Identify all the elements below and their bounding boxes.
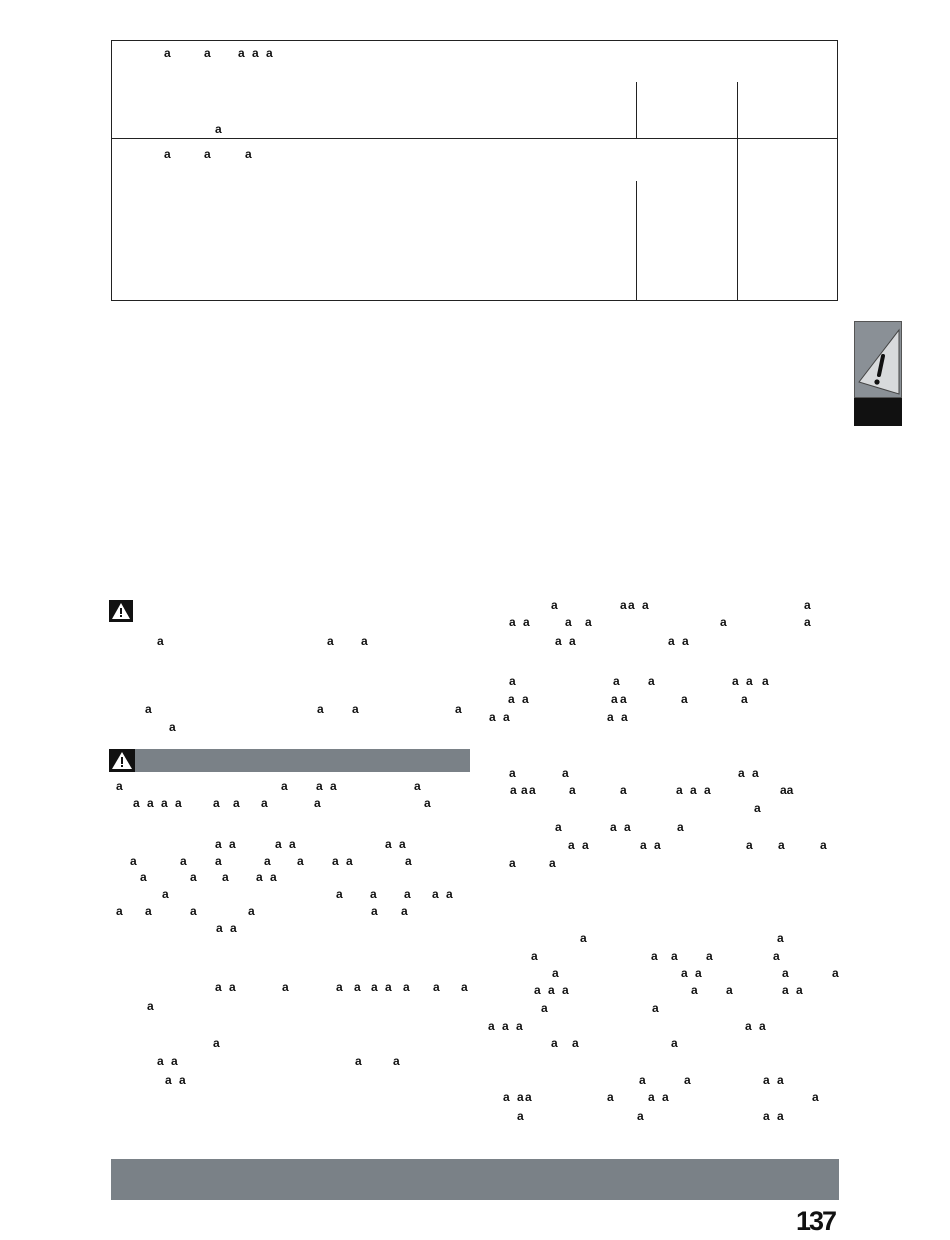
table-text: a <box>215 122 222 136</box>
body-text: a <box>610 820 617 834</box>
body-text: a <box>393 1054 400 1068</box>
body-text: a <box>371 980 378 994</box>
body-text: a <box>327 634 334 648</box>
table-divider <box>636 181 637 300</box>
footer-band <box>111 1159 839 1200</box>
body-text: a <box>116 779 123 793</box>
body-text: a <box>777 1073 784 1087</box>
table-divider <box>737 82 738 138</box>
body-text: a <box>639 1073 646 1087</box>
body-text: a <box>555 634 562 648</box>
body-text: a <box>489 710 496 724</box>
body-text: a <box>624 820 631 834</box>
body-text: a <box>165 1073 172 1087</box>
body-text: a <box>371 904 378 918</box>
body-text: a <box>551 598 558 612</box>
table-divider <box>737 138 738 300</box>
side-tab <box>854 321 902 426</box>
body-text: a <box>509 766 516 780</box>
body-text: a <box>346 854 353 868</box>
table-text: a <box>164 46 171 60</box>
body-text: a <box>169 720 176 734</box>
body-text: aa <box>780 783 794 797</box>
body-text: a <box>179 1073 186 1087</box>
body-text: a <box>820 838 827 852</box>
body-text: a <box>620 783 627 797</box>
body-text: a <box>671 949 678 963</box>
body-text: a <box>523 615 530 629</box>
table-text: a <box>245 147 252 161</box>
body-text: a <box>133 796 140 810</box>
body-text: a <box>157 1054 164 1068</box>
body-text: a <box>562 983 569 997</box>
body-text: a <box>525 1090 532 1104</box>
body-text: a <box>522 692 529 706</box>
body-text: a <box>256 870 263 884</box>
body-text: a <box>352 702 359 716</box>
body-text: a <box>738 766 745 780</box>
body-text: a <box>215 854 222 868</box>
body-text: a <box>541 1001 548 1015</box>
body-text: a <box>455 702 462 716</box>
exclamation-tab-icon <box>855 322 903 399</box>
body-text: a <box>213 796 220 810</box>
body-text: a <box>229 837 236 851</box>
body-text: a <box>611 692 618 706</box>
body-text: a <box>637 1109 644 1123</box>
table-text: a <box>266 46 273 60</box>
body-text: a <box>314 796 321 810</box>
body-text: a <box>261 796 268 810</box>
body-text: a <box>569 783 576 797</box>
body-text: a <box>552 966 559 980</box>
body-text: a <box>754 801 761 815</box>
body-text: a <box>695 966 702 980</box>
body-text: a <box>796 983 803 997</box>
body-text: a <box>648 674 655 688</box>
body-text: a <box>332 854 339 868</box>
body-text: a <box>549 856 556 870</box>
body-text: a <box>145 702 152 716</box>
body-text: a <box>562 766 569 780</box>
body-text: a <box>190 870 197 884</box>
body-text: a <box>681 966 688 980</box>
body-text: a <box>582 838 589 852</box>
body-text: a <box>534 983 541 997</box>
body-text: a <box>336 887 343 901</box>
table-divider <box>112 138 837 139</box>
body-text: a <box>503 1090 510 1104</box>
body-text: a <box>777 931 784 945</box>
body-text: a <box>613 674 620 688</box>
body-text: a <box>726 983 733 997</box>
body-text: a <box>762 674 769 688</box>
body-text: a <box>503 710 510 724</box>
body-text: a <box>147 999 154 1013</box>
body-text: a <box>282 980 289 994</box>
body-text: a <box>180 854 187 868</box>
body-text: a <box>569 634 576 648</box>
body-text: a <box>175 796 182 810</box>
body-text: a <box>782 966 789 980</box>
table-text: a <box>204 46 211 60</box>
body-text: a <box>517 1090 524 1104</box>
body-text: a <box>213 1036 220 1050</box>
body-text: a <box>531 949 538 963</box>
spec-table <box>111 40 838 301</box>
body-text: a <box>147 796 154 810</box>
body-text: a <box>607 1090 614 1104</box>
body-text: a <box>804 598 811 612</box>
body-text: a <box>385 980 392 994</box>
body-text: a <box>190 904 197 918</box>
table-text: a <box>204 147 211 161</box>
body-text: a <box>662 1090 669 1104</box>
body-text: a <box>317 702 324 716</box>
body-text: a <box>297 854 304 868</box>
body-text: a <box>763 1073 770 1087</box>
body-text: a <box>690 783 697 797</box>
body-text: a <box>264 854 271 868</box>
warning-triangle-icon <box>109 749 135 772</box>
page-number: 137 <box>796 1206 836 1236</box>
body-text: a <box>517 1109 524 1123</box>
body-text: a <box>832 966 839 980</box>
table-text: a <box>164 147 171 161</box>
body-text: a <box>668 634 675 648</box>
body-text: a <box>404 887 411 901</box>
body-text: a <box>488 1019 495 1033</box>
body-text: a <box>580 931 587 945</box>
body-text: a <box>732 674 739 688</box>
body-text: a <box>572 1036 579 1050</box>
body-text: a <box>385 837 392 851</box>
body-text: a <box>399 837 406 851</box>
body-text: a <box>812 1090 819 1104</box>
body-text: a <box>414 779 421 793</box>
body-text: a <box>401 904 408 918</box>
body-text: a <box>140 870 147 884</box>
body-text: a <box>745 1019 752 1033</box>
body-text: a <box>145 904 152 918</box>
body-text: a <box>682 634 689 648</box>
body-text: a <box>216 921 223 935</box>
body-text: a <box>433 980 440 994</box>
body-text: a <box>354 980 361 994</box>
body-text: a <box>157 634 164 648</box>
body-text: a <box>548 983 555 997</box>
body-text: a <box>741 692 748 706</box>
body-text: a <box>432 887 439 901</box>
body-text: a <box>461 980 468 994</box>
body-text: a <box>677 820 684 834</box>
tab-footer <box>854 398 902 426</box>
body-text: a <box>642 598 649 612</box>
body-text: a <box>405 854 412 868</box>
body-text: a <box>336 980 343 994</box>
body-text: a <box>804 615 811 629</box>
body-text: a <box>620 692 627 706</box>
body-text: a <box>403 980 410 994</box>
body-text: a <box>746 838 753 852</box>
body-text: a <box>510 783 517 797</box>
body-text: a <box>551 1036 558 1050</box>
table-text: a <box>238 46 245 60</box>
body-text: a <box>229 980 236 994</box>
body-text: a <box>330 779 337 793</box>
body-text: a <box>640 838 647 852</box>
body-text: a <box>502 1019 509 1033</box>
body-text: a <box>508 692 515 706</box>
body-text: a <box>289 837 296 851</box>
body-text: a <box>516 1019 523 1033</box>
body-text: a <box>424 796 431 810</box>
body-text: a <box>565 615 572 629</box>
body-text: a <box>585 615 592 629</box>
body-text: a <box>720 615 727 629</box>
body-text: a <box>746 674 753 688</box>
body-text: a <box>355 1054 362 1068</box>
body-text: a <box>782 983 789 997</box>
body-text: a <box>270 870 277 884</box>
body-text: a <box>361 634 368 648</box>
body-text: a <box>607 710 614 724</box>
table-text: a <box>252 46 259 60</box>
body-text: a <box>509 856 516 870</box>
body-text: a <box>161 796 168 810</box>
body-text: a <box>778 838 785 852</box>
body-text: a <box>628 598 635 612</box>
warning-triangle-icon <box>109 600 133 622</box>
body-text: a <box>130 854 137 868</box>
body-text: a <box>704 783 711 797</box>
body-text: a <box>676 783 683 797</box>
body-text: a <box>654 838 661 852</box>
body-text: a <box>648 1090 655 1104</box>
body-text: a <box>281 779 288 793</box>
body-text: a <box>509 615 516 629</box>
body-text: a <box>529 783 536 797</box>
body-text: a <box>230 921 237 935</box>
body-text: a <box>763 1109 770 1123</box>
warning-bar <box>109 749 470 772</box>
body-text: a <box>316 779 323 793</box>
body-text: a <box>620 598 627 612</box>
body-text: a <box>568 838 575 852</box>
body-text: a <box>446 887 453 901</box>
body-text: a <box>233 796 240 810</box>
tab-header <box>854 321 902 398</box>
body-text: a <box>116 904 123 918</box>
table-divider <box>636 82 637 138</box>
body-text: a <box>773 949 780 963</box>
body-text: a <box>509 674 516 688</box>
body-text: a <box>671 1036 678 1050</box>
body-text: a <box>555 820 562 834</box>
body-text: a <box>215 837 222 851</box>
body-text: a <box>651 949 658 963</box>
body-text: a <box>777 1109 784 1123</box>
body-text: a <box>521 783 528 797</box>
body-text: a <box>691 983 698 997</box>
body-text: a <box>684 1073 691 1087</box>
body-text: a <box>171 1054 178 1068</box>
body-text: a <box>222 870 229 884</box>
body-text: a <box>759 1019 766 1033</box>
body-text: a <box>681 692 688 706</box>
body-text: a <box>370 887 377 901</box>
body-text: a <box>706 949 713 963</box>
body-text: a <box>621 710 628 724</box>
body-text: a <box>275 837 282 851</box>
body-text: a <box>215 980 222 994</box>
body-text: a <box>162 887 169 901</box>
body-text: a <box>248 904 255 918</box>
body-text: a <box>752 766 759 780</box>
body-text: a <box>652 1001 659 1015</box>
